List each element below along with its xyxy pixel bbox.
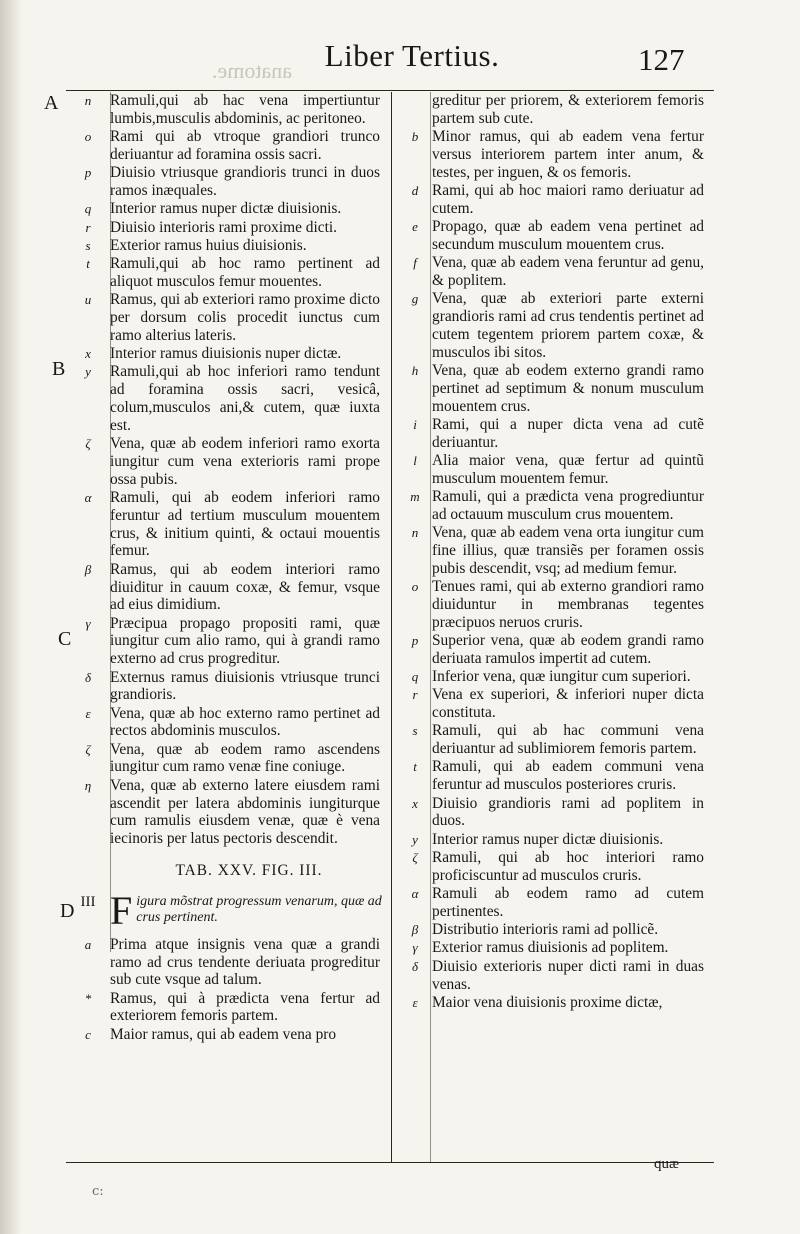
entry-text: Ramuli, qui ab hoc interiori ramo proficiscuntur ad musculos cruris. — [432, 848, 704, 884]
entry-text: Interior ramus nuper dictæ diuisionis. — [432, 830, 664, 848]
entry-marker: ε — [412, 994, 418, 1010]
entry-text: Interior ramus diuisionis nuper dictæ. — [110, 345, 342, 363]
entry-marker: o — [84, 129, 92, 145]
entry-row — [398, 92, 712, 128]
margin-letter-a: A — [44, 92, 59, 114]
entry-text: Vena ex superiori, & inferiori nuper dicta constituta. — [432, 686, 704, 722]
right-entry-list — [398, 92, 712, 1012]
entry-text: Diuisio exterioris nuper dicti rami in duas venas. — [432, 957, 704, 993]
entry-marker: y — [412, 831, 418, 847]
entry-row — [398, 578, 712, 631]
entry-text: Rami qui ab vtroque grandiori trunco deriuantur ad foramina ossis sacri. — [110, 128, 380, 163]
margin-letter-b: B — [52, 358, 66, 380]
entry-marker: α — [84, 490, 92, 506]
entry-text: Vena, quæ ab eodem inferiori ramo exorta iungitur cum vena exterioris rami prope ossa pubis. — [110, 435, 380, 488]
entry-row — [398, 885, 712, 921]
entry-row — [398, 128, 712, 181]
entry-marker: β — [84, 561, 92, 577]
entry-text: Ramuli, qui a prædicta vena progrediuntur ad octauum musculum crus mouentem. — [432, 488, 704, 523]
entry-row — [398, 182, 712, 218]
entry-row — [66, 363, 388, 434]
entry-marker: p — [84, 165, 92, 181]
entry-row — [66, 219, 388, 237]
entry-text: Vena, quæ ab eodem ramo ascendens iungitur cum ramo venæ fine coniuge. — [110, 740, 380, 776]
entry-text: Rami, qui a nuper dicta vena ad cutẽ deriuantur. — [432, 415, 704, 451]
entry-marker: q — [411, 669, 419, 684]
entry-row — [66, 669, 388, 705]
entry-row — [66, 936, 388, 989]
right-column — [398, 92, 712, 1012]
bleed-through-text: anatome. — [212, 58, 293, 83]
entry-row — [66, 200, 388, 218]
entry-row — [66, 1026, 388, 1044]
entry-text: Prima atque insignis vena quæ a grandi ramo ad crus tendente deriuata progreditur sub cute vsque ad talum. — [110, 935, 380, 989]
entry-marker: ζ — [85, 741, 91, 757]
entry-text: Vena, quæ ab eadem vena orta iungitur cum fine illius, quæ transiẽs per foramen ossis pubis descendit, vsq; ad medium femur. — [432, 524, 704, 577]
entry-text: Rami, qui ab hoc maiori ramo deriuatur ad cutem. — [432, 181, 704, 217]
entry-row — [66, 615, 388, 668]
footer-mark: c: — [92, 1184, 104, 1199]
entry-row — [398, 362, 712, 415]
entry-text: Maior vena diuisionis proxime dictæ, — [432, 993, 663, 1011]
entry-marker: b — [411, 129, 419, 145]
margin-letter-c: C — [58, 628, 72, 650]
entry-marker: s — [85, 237, 91, 253]
entry-text: Ramuli, qui ab eodem inferiori ramo feruntur ad tertium musculum mouentem crus, & initium quinti, & octaui mouentis femur. — [110, 489, 380, 560]
entry-text: Vena, quæ ab eodem externo grandi ramo pertinet ad septimum & nonum musculum mouentem crus. — [432, 361, 704, 415]
entry-text: Ramus, qui ab exteriori ramo proxime dicto per dorsum colis procedit iunctus cum ramo alterius lateris. — [110, 291, 380, 344]
figure-marker: III — [80, 893, 96, 910]
drop-cap: F — [110, 887, 133, 933]
entry-row — [398, 722, 712, 758]
entry-row — [66, 777, 388, 848]
entry-text: Ramuli,qui ab hac vena impertiuntur lumbis,musculis abdominis, ac peritoneo. — [110, 92, 380, 127]
entry-marker: δ — [411, 958, 419, 974]
entry-row — [398, 488, 712, 524]
entry-marker: ζ — [85, 436, 91, 452]
figure-description — [66, 887, 388, 933]
entry-marker: d — [411, 182, 419, 198]
entry-row — [398, 452, 712, 488]
entry-marker: q — [84, 201, 92, 217]
entry-marker: c — [85, 1026, 91, 1042]
entry-text: Externus ramus diuisionis vtriusque trunci grandioris. — [110, 668, 380, 704]
entry-marker: f — [413, 255, 417, 271]
entry-text: Exterior ramus huius diuisionis. — [110, 236, 307, 254]
entry-text: Inferior vena, quæ iungitur cum superiori. — [432, 668, 691, 685]
entry-text: Ramuli, qui ab eadem communi vena feruntur ad musculos posteriores cruris. — [432, 758, 704, 794]
entry-marker: ε — [85, 705, 91, 721]
entry-text: Superior vena, quæ ab eodem grandi ramo deriuata ramulos impertit ad cutem. — [432, 631, 704, 667]
catchword: quæ — [654, 1156, 680, 1172]
entry-row — [398, 758, 712, 794]
entry-marker: p — [411, 632, 419, 648]
entry-marker: i — [413, 416, 417, 432]
entry-row — [398, 849, 712, 885]
entry-marker: u — [84, 292, 92, 308]
entry-text: Præcipua propago propositi rami, quæ iungitur cum alio ramo, qui à grandi ramo externo ad crus progreditur. — [110, 614, 380, 668]
entry-marker: * — [84, 990, 92, 1006]
entry-text: Propago, quæ ab eadem vena pertinet ad secundum musculum mouentem crus. — [432, 218, 704, 253]
entry-row — [66, 345, 388, 363]
entry-marker: e — [412, 219, 418, 235]
entry-text: Exterior ramus diuisionis ad poplitem. — [432, 939, 669, 957]
entry-text: greditur per priorem, & exteriorem femoris partem sub cute. — [432, 92, 704, 127]
entry-marker: α — [411, 886, 419, 902]
entry-row — [66, 255, 388, 291]
entry-text: Ramuli,qui ab hoc ramo pertinent ad aliquot musculos femur mouentes. — [110, 255, 380, 290]
entry-row — [398, 994, 712, 1012]
entry-row — [398, 524, 712, 577]
entry-row — [398, 686, 712, 722]
entry-marker: o — [411, 579, 419, 595]
entry-marker: t — [413, 759, 417, 775]
entry-row — [66, 164, 388, 200]
entry-row — [66, 705, 388, 741]
running-head: Liber Tertius. — [324, 38, 500, 73]
entry-marker: a — [84, 936, 92, 952]
entry-row — [398, 939, 712, 957]
entry-text: Ramuli, qui ab hac communi vena deriuantur ad sublimiorem femoris partem. — [432, 722, 704, 758]
entry-row — [66, 990, 388, 1026]
entry-text: Diuisio interioris rami proxime dicti. — [110, 218, 337, 236]
entry-text: Diuisio vtriusque grandioris trunci in duos ramos inæquales. — [110, 164, 380, 199]
entry-marker: m — [410, 489, 420, 505]
entry-row — [398, 254, 712, 290]
entry-row — [66, 128, 388, 164]
left-entry-list — [66, 92, 388, 848]
entry-marker: δ — [84, 669, 92, 685]
entry-marker: x — [85, 346, 91, 362]
entry-row — [66, 741, 388, 777]
entry-marker: s — [412, 723, 418, 739]
entry-row — [66, 237, 388, 255]
entry-row — [66, 489, 388, 560]
entry-row — [66, 92, 388, 128]
entry-row — [398, 416, 712, 452]
entry-marker: y — [85, 364, 91, 380]
entry-marker: x — [412, 795, 418, 811]
top-rule — [66, 90, 714, 91]
bottom-rule — [66, 1162, 714, 1163]
figure-heading: TAB. XXV. FIG. III. — [175, 861, 323, 879]
entry-marker: r — [412, 687, 418, 703]
entry-row — [398, 218, 712, 254]
entry-text: Alia maior vena, quæ fertur ad quintũ musculum mouentem femur. — [432, 451, 704, 487]
entry-row — [66, 291, 388, 344]
entry-row — [398, 958, 712, 994]
entry-marker: γ — [412, 940, 418, 956]
page-edge — [0, 0, 22, 1234]
entry-text: Maior ramus, qui ab eadem vena pro — [110, 1025, 337, 1043]
margin-letter-d: D — [60, 900, 75, 922]
entry-marker: g — [411, 291, 419, 307]
entry-row — [398, 290, 712, 361]
entry-text: Vena, quæ ab exteriori parte externi grandioris rami ad crus tendentis pertinet ad cutem tegentem priorem partem coxæ, & musculos ibi sitos. — [432, 290, 704, 361]
entry-marker: n — [411, 525, 419, 541]
entry-text: Ramus, qui ab eodem interiori ramo diuiditur in cauum coxæ, & femur, vsque ad eius dimidium. — [110, 560, 380, 614]
figure-entry-list — [66, 936, 388, 1044]
entry-marker: η — [84, 777, 92, 793]
entry-text: Interior ramus nuper dictæ diuisionis. — [110, 200, 342, 218]
entry-row — [66, 561, 388, 614]
entry-marker: γ — [85, 615, 91, 631]
entry-marker: r — [85, 219, 91, 235]
entry-row — [398, 831, 712, 849]
entry-text: Diuisio grandioris rami ad poplitem in duos. — [432, 794, 704, 830]
entry-text: Vena, quæ ab eadem vena feruntur ad genu, & poplitem. — [432, 254, 704, 289]
left-column — [66, 92, 388, 1044]
entry-text: Ramuli,qui ab hoc inferiori ramo tendunt ad foramina ossis sacri, vesicâ, colum,musculos ani,& cutem, quæ iuxta est. — [110, 363, 380, 434]
entry-marker — [398, 92, 432, 128]
entry-text: Ramus, qui à prædicta vena fertur ad exteriorem femoris partem. — [110, 989, 380, 1025]
entry-text: Vena, quæ ab externo latere eiusdem rami ascendit per latera abdominis iungiturque cum ramulis eiusdem venæ, quæ è vena iecinoris per latus pectoris descendit. — [110, 776, 380, 848]
entry-text: Minor ramus, qui ab eadem vena fertur versus interiorem partem inter anum, & testes, per inguen, & os femoris. — [432, 128, 704, 181]
entry-row — [398, 795, 712, 831]
page-number: 127 — [638, 42, 685, 77]
entry-text: Distributio interioris rami ad pollicẽ. — [432, 921, 659, 939]
entry-text: Ramuli ab eodem ramo ad cutem pertinentes. — [432, 885, 704, 920]
column-divider — [391, 92, 392, 1162]
figure-caption: igura mõstrat progressum venarum, quæ ad crus pertinent. — [136, 893, 382, 925]
entry-marker: n — [84, 93, 92, 108]
entry-marker: h — [411, 362, 419, 378]
entry-marker: β — [411, 922, 419, 938]
entry-marker: ζ — [412, 849, 418, 865]
entry-row — [398, 921, 712, 939]
entry-text: Vena, quæ ab hoc externo ramo pertinet ad rectos abdominis musculos. — [110, 704, 380, 740]
entry-marker: t — [86, 256, 90, 272]
entry-marker: l — [413, 452, 417, 468]
entry-text: Tenues rami, qui ab externo grandiori ramo diuiduntur in membranas tegentes præcipuos neruos cruris. — [432, 578, 704, 631]
entry-row — [66, 435, 388, 488]
entry-row — [398, 668, 712, 686]
entry-row — [398, 632, 712, 668]
